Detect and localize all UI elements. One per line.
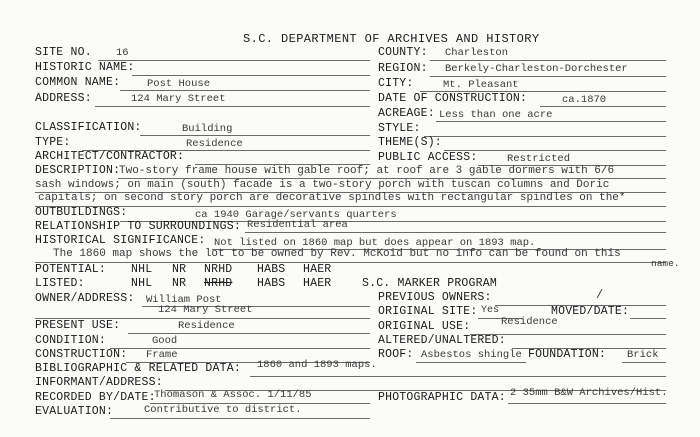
potential-label: POTENTIAL: — [35, 263, 107, 276]
relationship-label: RELATIONSHIP TO SURROUNDINGS: — [35, 220, 241, 233]
condition-value: Good — [152, 335, 178, 347]
outbuildings-label: OUTBUILDINGS: — [35, 206, 128, 219]
historical-significance-line-2-rule — [35, 262, 666, 263]
classification-label: CLASSIFICATION: — [35, 121, 142, 134]
card-title: S.C. DEPARTMENT OF ARCHIVES AND HISTORY — [243, 32, 540, 46]
present-use-line — [128, 333, 370, 334]
recorded-by-label: RECORDED BY/DATE: — [35, 391, 156, 404]
recorded-by-value: Thomason & Assoc. 1/11/85 — [154, 389, 312, 401]
style-line — [424, 136, 666, 137]
historical-significance-line-2: The 1860 map shows the lot to be owned by Rev. McKoid but no info can be found on this — [53, 248, 621, 260]
present-use-value: Residence — [178, 320, 235, 332]
marker-program-label: S.C. MARKER PROGRAM — [362, 277, 497, 290]
acreage-value: Less than one acre — [439, 109, 553, 121]
altered-label: ALTERED/UNALTERED: — [378, 334, 506, 347]
address-value: 124 Mary Street — [131, 93, 226, 105]
date-construction-line — [540, 106, 666, 107]
region-line — [430, 76, 666, 77]
potential-option-nhl: NHL — [131, 263, 153, 276]
potential-option-habs: HABS — [257, 263, 286, 276]
description-line-2: sash windows; on main (south) facade is a two-story porch with tuscan columns and Doric — [35, 179, 610, 191]
county-value: Charleston — [445, 47, 509, 59]
original-site-label: ORIGINAL SITE: — [378, 305, 478, 318]
informant-label: INFORMANT/ADDRESS: — [35, 376, 163, 389]
classification-value: Building — [182, 123, 233, 135]
potential-option-nrhd: NRHD — [204, 263, 233, 276]
outbuildings-value: ca 1940 Garage/servants quarters — [195, 209, 397, 221]
themes-label: THEME(S): — [378, 136, 442, 149]
county-label: COUNTY: — [378, 46, 428, 59]
bibliographic-value: 1860 and 1893 maps. — [257, 359, 377, 371]
date-construction-value: ca.1870 — [562, 94, 607, 106]
common-name-line — [120, 90, 370, 91]
historic-name-label: HISTORIC NAME: — [35, 61, 135, 74]
site-no-value: 16 — [116, 47, 129, 59]
listed-option-nr: NR — [172, 277, 187, 290]
construction-value: Frame — [146, 349, 178, 361]
potential-option-haer: HAER — [303, 263, 332, 276]
themes-line — [444, 150, 666, 151]
common-name-label: COMMON NAME: — [35, 76, 121, 89]
owner-address-label: OWNER/ADDRESS: — [35, 292, 135, 305]
photographic-label: PHOTOGRAPHIC DATA: — [378, 391, 506, 404]
evaluation-value: Contributive to district. — [144, 404, 302, 416]
description-line-1: Two-story frame house with gable roof; at roof are 3 gable dormers with 6/6 — [119, 165, 615, 177]
construction-label: CONSTRUCTION: — [35, 348, 128, 361]
listed-option-nrhd: NRHD — [204, 277, 233, 290]
relationship-value: Residential area — [247, 219, 348, 231]
date-construction-label: DATE OF CONSTRUCTION: — [378, 92, 528, 105]
listed-label: LISTED: — [35, 277, 85, 290]
moved-date-line — [630, 318, 666, 319]
evaluation-line — [110, 418, 370, 419]
address-line — [95, 106, 370, 107]
historic-name-line — [132, 75, 370, 76]
relationship-line — [245, 232, 666, 233]
description-line-3-rule — [35, 206, 666, 207]
photographic-value: 2 35mm B&W Archives/Hist. — [510, 387, 668, 399]
previous-owners-label: PREVIOUS OWNERS: — [378, 291, 492, 304]
architect-label: ARCHITECT/CONTRACTOR: — [35, 150, 185, 163]
classification-line — [140, 135, 370, 136]
roof-value: Asbestos shingle — [421, 349, 522, 361]
historical-significance-line-3: name. — [651, 258, 680, 269]
listed-option-nhl: NHL — [131, 277, 153, 290]
foundation-label: FOUNDATION: — [528, 348, 607, 361]
listed-option-habs: HABS — [257, 277, 286, 290]
listed-option-haer: HAER — [303, 277, 332, 290]
foundation-line — [622, 362, 666, 363]
roof-label: ROOF: — [378, 348, 414, 361]
public-access-label: PUBLIC ACCESS: — [378, 151, 478, 164]
address-label: ADDRESS: — [35, 92, 92, 105]
type-value: Residence — [186, 138, 243, 150]
region-value: Berkely-Charleston-Dorchester — [445, 63, 628, 75]
description-line-3: capitals; on second story porch are decorative spindles with rectangular spindles on the* — [38, 192, 626, 204]
style-label: STYLE: — [378, 122, 421, 135]
original-use-value: Residence — [501, 316, 558, 328]
description-label: DESCRIPTION: — [35, 164, 121, 177]
county-line — [430, 60, 666, 61]
acreage-label: ACREAGE: — [378, 107, 435, 120]
owner-street-value: 124 Mary Street — [158, 304, 253, 316]
common-name-value: Post House — [147, 78, 211, 90]
moved-date-label: MOVED/DATE: — [551, 305, 630, 318]
type-label: TYPE: — [35, 136, 71, 149]
city-label: CITY: — [378, 77, 414, 90]
historical-significance-label: HISTORICAL SIGNIFICANCE: — [35, 234, 206, 247]
condition-label: CONDITION: — [35, 334, 107, 347]
original-site-value: Yes — [481, 305, 500, 316]
site-no-label: SITE NO. — [35, 46, 92, 59]
previous-owners-value: / — [596, 288, 604, 302]
bibliographic-line — [250, 376, 666, 377]
original-use-label: ORIGINAL USE: — [378, 320, 471, 333]
foundation-value: Brick — [627, 349, 659, 361]
present-use-label: PRESENT USE: — [35, 319, 121, 332]
bibliographic-label: BIBLIOGRAPHIC & RELATED DATA: — [35, 362, 241, 375]
public-access-value: Restricted — [507, 153, 571, 165]
photographic-line — [508, 403, 666, 404]
historical-significance-line-1: Not listed on 1860 map but does appear on 1893 map. — [214, 237, 536, 249]
roof-line — [416, 362, 526, 363]
owner-name-value: William Post — [146, 294, 222, 306]
city-value: Mt. Pleasant — [443, 79, 519, 91]
region-label: REGION: — [378, 62, 428, 75]
site-no-line — [98, 60, 370, 61]
potential-option-nr: NR — [172, 263, 187, 276]
evaluation-label: EVALUATION: — [35, 405, 114, 418]
acreage-line — [436, 121, 666, 122]
